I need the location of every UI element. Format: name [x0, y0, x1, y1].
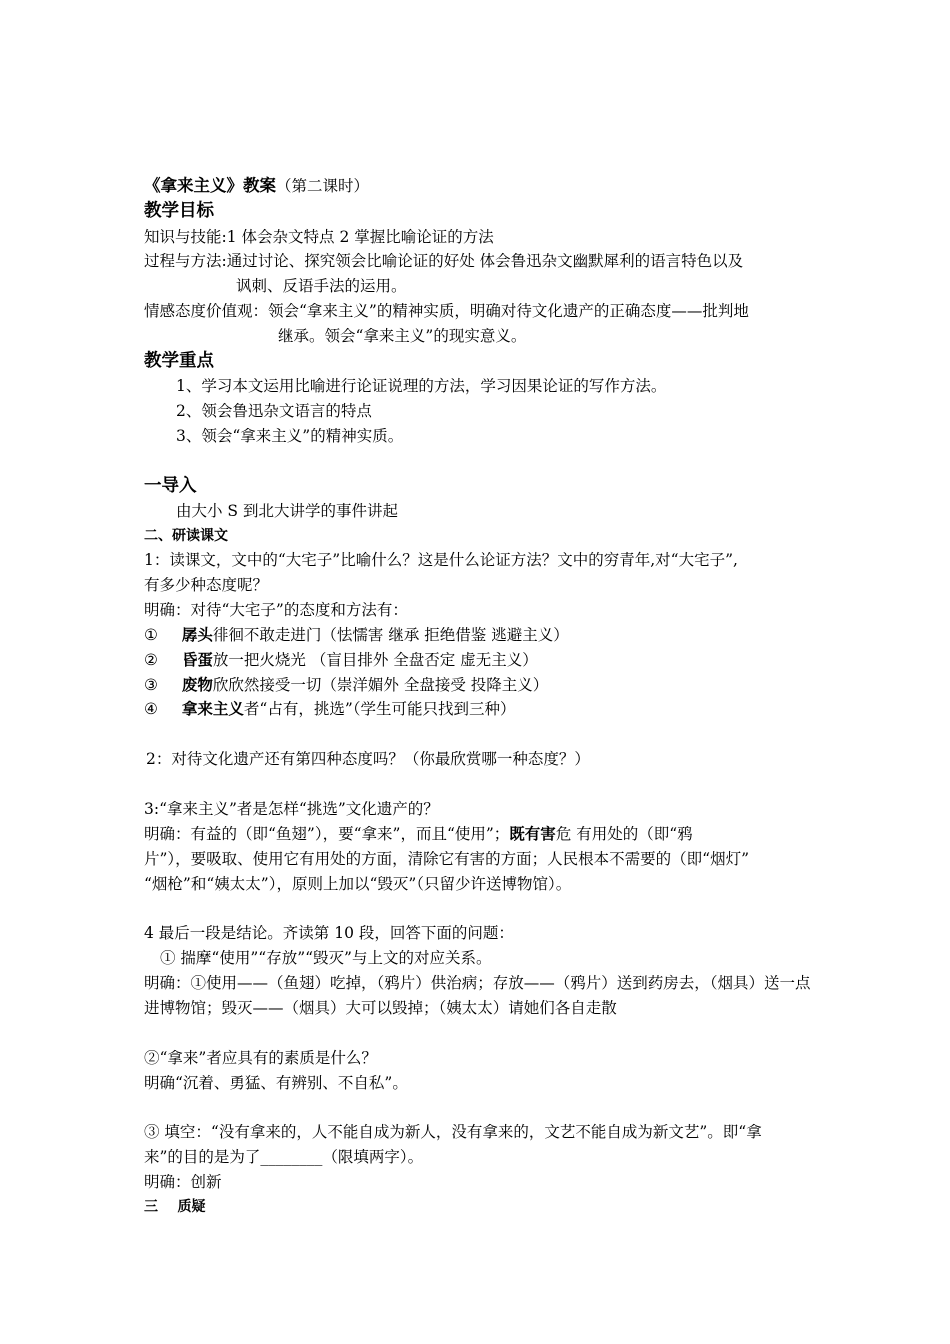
answer-3-part: 明确：有益的（即“鱼翅”），要“拿来”，而且“使用”； — [144, 825, 510, 843]
attitude-desc: 徘徊不敢走进门（怯懦害 继承 拒绝借鉴 逃避主义） — [212, 626, 569, 644]
keypoint-item: 1、学习本文运用比喻进行论证说理的方法，学习因果论证的写作方法。 — [176, 377, 667, 395]
attitude-desc: 者“占有，挑选”（学生可能只找到三种） — [243, 700, 516, 718]
attitude-term: 拿来主义 — [181, 700, 244, 718]
document-title — [144, 174, 369, 198]
study-heading: 二、研读课文 — [144, 528, 228, 544]
question-4-sub3-line2: 来”的目的是为了________（限填两字）。 — [144, 1148, 424, 1166]
attitude-number: ③ — [144, 676, 158, 694]
keypoints-heading: 教学重点 — [144, 351, 214, 371]
answer-4-line1: 明确：①使用——（鱼翅）吃掉，（鸦片）供治病；存放——（鸦片）送到药房去，（烟具）送一点 — [144, 974, 811, 992]
objective-process-line1: 过程与方法:通过讨论、探究领会比喻论证的好处 体会鲁迅杂文幽默犀利的语言特色以及 — [144, 252, 744, 270]
attitude-term: 昏蛋 — [181, 651, 213, 669]
objectives-heading: 教学目标 — [144, 201, 214, 221]
question-4-sub3-line1: ③ 填空：“没有拿来的，人不能自成为新人，没有拿来的，文艺不能自成为新文艺”。即“拿 — [144, 1123, 762, 1141]
objective-process-line2: 讽刺、反语手法的运用。 — [236, 277, 407, 295]
title-main: 《拿来主义》教案 — [144, 176, 276, 195]
attitude-number: ④ — [144, 700, 158, 718]
objective-knowledge: 知识与技能:1 体会杂文特点 2 掌握比喻论证的方法 — [144, 228, 494, 246]
answer-3-line2: 片”），要吸取、使用它有用处的方面，清除它有害的方面；人民根本不需要的（即“烟灯” — [144, 850, 750, 868]
answer-3-part: 危 有用处的（即“鸦 — [555, 825, 693, 843]
intro-heading: 一导入 — [144, 476, 197, 496]
question-4-sub1: ① 揣摩“使用”“存放”“毁灭”与上文的对应关系。 — [160, 949, 492, 967]
answer-4-sub3: 明确：创新 — [144, 1173, 222, 1191]
attitude-desc: 欣欣然接受一切（崇洋媚外 全盘接受 投降主义） — [212, 676, 549, 694]
intro-text: 由大小 S 到北大讲学的事件讲起 — [176, 502, 398, 520]
objective-emotion-line2: 继承。领会“拿来主义”的现实意义。 — [278, 327, 527, 345]
attitude-number: ① — [144, 626, 158, 644]
keypoint-item: 2、领会鲁迅杂文语言的特点 — [176, 402, 372, 420]
question-4: 4 最后一段是结论。齐读第 10 段，回答下面的问题： — [144, 924, 514, 942]
attitude-term: 废物 — [181, 676, 213, 694]
attitude-item — [144, 623, 569, 647]
question-1-line1: 1：读课文，文中的“大宅子”比喻什么？这是什么论证方法？文中的穷青年,对“大宅子”, — [144, 551, 738, 569]
answer-3-line1 — [144, 822, 693, 846]
question-2: 2：对待文化遗产还有第四种态度吗？（你最欣赏哪一种态度？） — [146, 750, 590, 768]
attitude-term: 孱头 — [181, 626, 213, 644]
question-1-line2: 有多少种态度呢？ — [144, 576, 269, 594]
questions-heading: 三 质疑 — [144, 1199, 206, 1215]
keypoint-item: 3、领会“拿来主义”的精神实质。 — [176, 427, 404, 445]
title-sub: （第二课时） — [276, 177, 370, 195]
question-4-sub2: ②“拿来”者应具有的素质是什么？ — [144, 1049, 377, 1067]
answer-3-part: 既有害 — [509, 825, 556, 843]
objective-emotion-line1: 情感态度价值观：领会“拿来主义”的精神实质，明确对待文化遗产的正确态度——批判地 — [144, 302, 749, 320]
attitude-item — [144, 697, 516, 721]
attitude-number: ② — [144, 651, 158, 669]
answer-4-line2: 进博物馆；毁灭——（烟具）大可以毁掉；（姨太太）请她们各自走散 — [144, 999, 617, 1017]
answer-4-sub2: 明确“沉着、勇猛、有辨别、不自私”。 — [144, 1074, 408, 1092]
answer-1: 明确：对待“大宅子”的态度和方法有： — [144, 601, 408, 619]
attitude-item — [144, 648, 538, 672]
question-3: 3:“拿来主义”者是怎样“挑选”文化遗产的？ — [144, 800, 439, 818]
answer-3-line3: “烟枪”和“姨太太”），原则上加以“毁灭”（只留少许送博物馆）。 — [144, 875, 572, 893]
attitude-desc: 放一把火烧光 （盲目排外 全盘否定 虚无主义） — [212, 651, 538, 669]
attitude-item — [144, 673, 548, 697]
